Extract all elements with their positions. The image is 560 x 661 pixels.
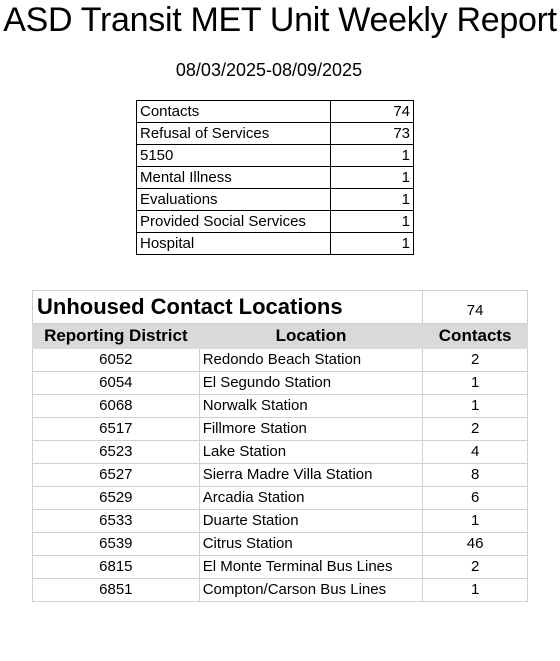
district-cell: 6054 — [33, 372, 200, 395]
location-cell: El Segundo Station — [199, 372, 423, 395]
contacts-cell: 6 — [423, 487, 528, 510]
location-cell: El Monte Terminal Bus Lines — [199, 556, 423, 579]
district-cell: 6517 — [33, 418, 200, 441]
summary-label: 5150 — [137, 145, 331, 167]
summary-row — [137, 145, 414, 167]
table-row — [33, 510, 528, 533]
location-cell: Arcadia Station — [199, 487, 423, 510]
locations-table — [32, 290, 528, 602]
district-cell: 6052 — [33, 349, 200, 372]
contacts-cell: 2 — [423, 418, 528, 441]
district-cell: 6068 — [33, 395, 200, 418]
summary-value: 1 — [331, 145, 414, 167]
table-row — [33, 464, 528, 487]
table-row — [33, 349, 528, 372]
report-title: ASD Transit MET Unit Weekly Report — [3, 1, 557, 39]
summary-label: Mental Illness — [137, 167, 331, 189]
contacts-cell: 2 — [423, 349, 528, 372]
summary-row — [137, 167, 414, 189]
district-cell: 6527 — [33, 464, 200, 487]
locations-title-row — [33, 291, 528, 324]
summary-label: Evaluations — [137, 189, 331, 211]
table-row — [33, 556, 528, 579]
district-cell: 6523 — [33, 441, 200, 464]
summary-label: Refusal of Services — [137, 123, 331, 145]
district-cell: 6529 — [33, 487, 200, 510]
contacts-cell: 1 — [423, 579, 528, 602]
contacts-cell: 46 — [423, 533, 528, 556]
location-cell: Fillmore Station — [199, 418, 423, 441]
column-header-district: Reporting District — [33, 324, 200, 349]
district-cell: 6851 — [33, 579, 200, 602]
contacts-cell: 1 — [423, 395, 528, 418]
table-row — [33, 579, 528, 602]
contacts-cell: 8 — [423, 464, 528, 487]
location-cell: Duarte Station — [199, 510, 423, 533]
district-cell: 6815 — [33, 556, 200, 579]
contacts-cell: 1 — [423, 372, 528, 395]
date-range: 08/03/2025-08/09/2025 — [175, 60, 363, 80]
summary-value: 1 — [331, 233, 414, 255]
summary-value: 1 — [331, 189, 414, 211]
summary-row — [137, 189, 414, 211]
summary-label: Hospital — [137, 233, 331, 255]
column-header-row — [33, 324, 528, 349]
summary-row — [137, 123, 414, 145]
location-cell: Redondo Beach Station — [199, 349, 423, 372]
contacts-cell: 2 — [423, 556, 528, 579]
table-row — [33, 395, 528, 418]
table-row — [33, 441, 528, 464]
summary-value: 1 — [331, 211, 414, 233]
summary-row — [137, 101, 414, 123]
district-cell: 6533 — [33, 510, 200, 533]
column-header-contacts: Contacts — [423, 324, 528, 349]
locations-title: Unhoused Contact Locations — [33, 291, 423, 324]
summary-table — [136, 100, 414, 255]
summary-label: Provided Social Services — [137, 211, 331, 233]
table-row — [33, 372, 528, 395]
contacts-cell: 1 — [423, 510, 528, 533]
location-cell: Citrus Station — [199, 533, 423, 556]
location-cell: Lake Station — [199, 441, 423, 464]
summary-value: 73 — [331, 123, 414, 145]
location-cell: Compton/Carson Bus Lines — [199, 579, 423, 602]
table-row — [33, 533, 528, 556]
summary-value: 1 — [331, 167, 414, 189]
location-cell: Norwalk Station — [199, 395, 423, 418]
location-cell: Sierra Madre Villa Station — [199, 464, 423, 487]
table-row — [33, 418, 528, 441]
district-cell: 6539 — [33, 533, 200, 556]
summary-row — [137, 233, 414, 255]
contacts-cell: 4 — [423, 441, 528, 464]
table-row — [33, 487, 528, 510]
summary-row — [137, 211, 414, 233]
summary-label: Contacts — [137, 101, 331, 123]
column-header-location: Location — [199, 324, 423, 349]
locations-total: 74 — [423, 291, 528, 324]
summary-value: 74 — [331, 101, 414, 123]
